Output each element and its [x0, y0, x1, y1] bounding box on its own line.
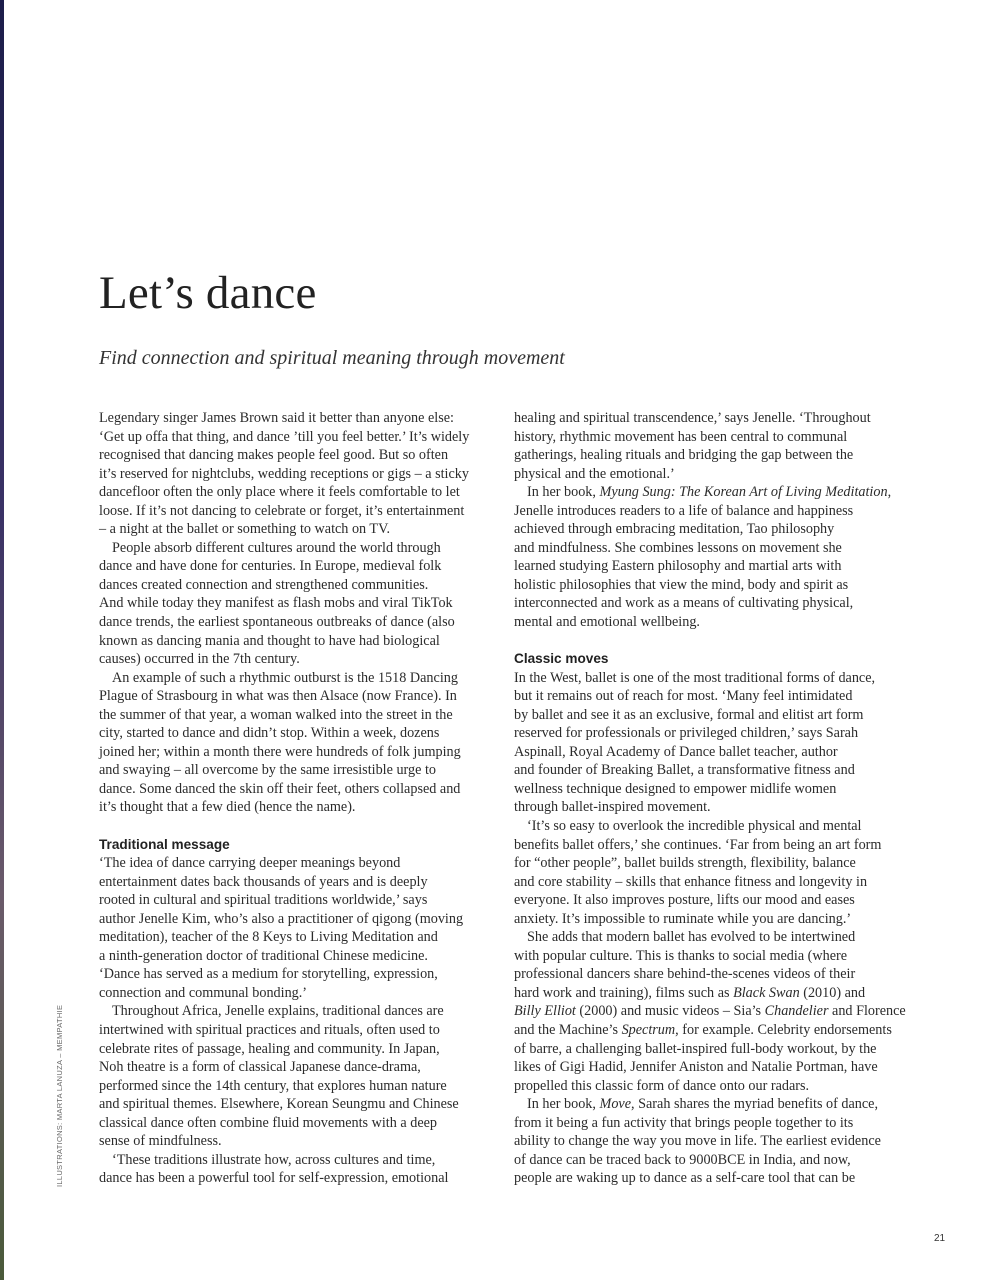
- paragraph: [99, 539, 499, 669]
- paragraph: [99, 1151, 499, 1188]
- text-line: of barre, a challenging ballet-inspired full-body workout, by the: [514, 1040, 877, 1057]
- text-line: intertwined with spiritual practices and rituals, often used to: [99, 1022, 440, 1038]
- text-line: and mindfulness. She combines lessons on movement she: [514, 539, 842, 556]
- text-line: and core stability – skills that enhance fitness and longevity in: [514, 873, 868, 890]
- paragraph: [514, 928, 914, 1095]
- text-line: classical dance often combine fluid movements with a deep: [99, 1114, 438, 1131]
- text-line: celebrate rites of passage, healing and community. In Japan,: [99, 1040, 440, 1057]
- text-line: recognised that dancing makes people feel good. But so often: [99, 447, 449, 464]
- text-line: dance has been a powerful tool for self-expression, emotional: [99, 1170, 449, 1187]
- text-line: She adds that modern ballet has evolved to be intertwined: [527, 929, 856, 946]
- text-line: through ballet-inspired movement.: [514, 799, 711, 816]
- text-line: by ballet and see it as an exclusive, formal and elitist art form: [514, 706, 864, 723]
- paragraph: [514, 409, 914, 483]
- text-line: gatherings, healing rituals and bridging the gap between the: [514, 447, 854, 464]
- text-line: entertainment dates back thousands of years and is deeply: [99, 873, 428, 890]
- paragraph: [514, 669, 914, 817]
- text-line: hard work and training), films such as Black Swan (2010) and: [514, 984, 866, 1001]
- section-heading: Classic moves: [514, 651, 609, 667]
- text-line: Billy Elliot (2000) and music videos – Sia’s Chandelier and Florence: [514, 1003, 906, 1020]
- text-line: In her book, Move, Sarah shares the myriad benefits of dance,: [527, 1096, 879, 1113]
- text-line: loose. If it’s not dancing to celebrate or forget, it’s entertainment: [99, 502, 465, 519]
- text-line: reserved for professionals or privileged children,’ says Sarah: [514, 725, 859, 742]
- text-line: it’s thought that a few died (hence the name).: [99, 799, 356, 816]
- page-number: 21: [934, 1233, 946, 1244]
- text-line: dance and have done for centuries. In Europe, medieval folk: [99, 558, 442, 575]
- text-line: ‘Get up offa that thing, and dance ’till you feel better.’ It’s widely: [99, 428, 470, 445]
- text-line: for “other people”, ballet builds strength, flexibility, balance: [514, 855, 856, 872]
- text-line: In the West, ballet is one of the most traditional forms of dance,: [514, 669, 876, 686]
- text-line: and swaying – all overcome by the same irresistible urge to: [99, 762, 436, 779]
- article-subtitle: Find connection and spiritual meaning through movement: [99, 347, 565, 369]
- text-line: Legendary singer James Brown said it better than anyone else:: [99, 410, 454, 426]
- text-line: city, started to dance and didn’t stop. Within a week, dozens: [99, 725, 440, 742]
- text-line: learned studying Eastern philosophy and martial arts with: [514, 558, 842, 575]
- illustration-credit: ILLUSTRATIONS: MARTA LANUZA – MEMPATHIE: [55, 1004, 64, 1187]
- text-line: connection and communal bonding.’: [99, 984, 308, 1001]
- text-line: people are waking up to dance as a self-care tool that can be: [514, 1170, 856, 1187]
- paragraph: [514, 1095, 914, 1188]
- text-line: causes) occurred in the 7th century.: [99, 651, 300, 668]
- paragraph: [99, 1002, 499, 1150]
- text-line: An example of such a rhythmic outburst is the 1518 Dancing: [112, 669, 458, 686]
- text-line: from it being a fun activity that brings people together to its: [514, 1114, 854, 1131]
- text-line: dance. Some danced the skin off their feet, others collapsed and: [99, 780, 461, 797]
- section-heading: Traditional message: [99, 836, 230, 852]
- text-line: ‘The idea of dance carrying deeper meanings beyond: [99, 855, 401, 872]
- text-line: propelled this classic form of dance onto our radars.: [514, 1077, 810, 1094]
- text-line: In her book, Myung Sung: The Korean Art of Living Meditation,: [527, 484, 892, 501]
- text-line: known as dancing mania and thought to have had biological: [99, 632, 440, 649]
- text-line: and founder of Breaking Ballet, a transformative fitness and: [514, 762, 855, 779]
- text-line: People absorb different cultures around the world through: [112, 539, 441, 556]
- text-line: Plague of Strasbourg in what was then Alsace (now France). In: [99, 688, 457, 705]
- body-column-left: [99, 409, 499, 1188]
- paragraph: [99, 669, 499, 817]
- text-line: rooted in cultural and spiritual traditions worldwide,’ says: [99, 892, 428, 909]
- text-line: it’s reserved for nightclubs, wedding receptions or gigs – a sticky: [99, 465, 469, 482]
- paragraph: [99, 409, 499, 539]
- paragraph: [514, 483, 914, 631]
- text-line: achieved through embracing meditation, Tao philosophy: [514, 521, 835, 538]
- body-column-right: [514, 409, 914, 1188]
- text-line: ‘It’s so easy to overlook the incredible physical and mental: [527, 817, 862, 834]
- paragraph: [514, 817, 914, 928]
- text-line: of dance can be traced back to 9000BCE in India, and now,: [514, 1151, 851, 1168]
- text-line: healing and spiritual transcendence,’ says Jenelle. ‘Throughout: [514, 410, 871, 426]
- text-line: Throughout Africa, Jenelle explains, traditional dances are: [112, 1003, 444, 1020]
- text-line: and spiritual themes. Elsewhere, Korean Seungmu and Chinese: [99, 1096, 459, 1113]
- text-line: dance trends, the earliest spontaneous outbreaks of dance (also: [99, 614, 455, 631]
- text-line: the summer of that year, a woman walked into the street in the: [99, 706, 453, 723]
- text-line: dancefloor often the only place where it feels comfortable to let: [99, 484, 460, 501]
- text-line: professional dancers share behind-the-scenes videos of their: [514, 966, 856, 983]
- text-line: anxiety. It’s impossible to ruminate while you are dancing.’: [514, 910, 852, 927]
- text-line: Aspinall, Royal Academy of Dance ballet teacher, author: [514, 743, 838, 760]
- text-line: everyone. It also improves posture, lifts our mood and eases: [514, 892, 855, 909]
- text-line: joined her; within a month there were hundreds of folk jumping: [99, 743, 461, 760]
- text-line: sense of mindfulness.: [99, 1133, 222, 1150]
- text-line: history, rhythmic movement has been central to communal: [514, 428, 848, 445]
- photo-edge-strip: [0, 0, 4, 1280]
- text-line: a ninth-generation doctor of traditional Chinese medicine.: [99, 947, 428, 964]
- text-line: And while today they manifest as flash mobs and viral TikTok: [99, 595, 453, 612]
- text-line: holistic philosophies that view the mind, body and spirit as: [514, 576, 849, 593]
- text-line: physical and the emotional.’: [514, 465, 675, 482]
- text-line: likes of Gigi Hadid, Jennifer Aniston and Natalie Portman, have: [514, 1059, 878, 1076]
- text-line: interconnected and work as a means of cultivating physical,: [514, 595, 854, 612]
- text-line: meditation), teacher of the 8 Keys to Living Meditation and: [99, 929, 438, 946]
- text-line: ‘These traditions illustrate how, across cultures and time,: [112, 1151, 436, 1168]
- article-title: Let’s dance: [99, 267, 317, 319]
- text-line: and the Machine’s Spectrum, for example. Celebrity endorsements: [514, 1022, 892, 1038]
- text-line: Jenelle introduces readers to a life of balance and happiness: [514, 502, 854, 519]
- text-line: but it remains out of reach for most. ‘Many feel intimidated: [514, 688, 853, 705]
- text-line: with popular culture. This is thanks to social media (where: [514, 947, 848, 964]
- text-line: – a night at the ballet or something to watch on TV.: [99, 521, 391, 538]
- text-line: ability to change the way you move in life. The earliest evidence: [514, 1133, 881, 1150]
- text-line: Noh theatre is a form of classical Japanese dance-drama,: [99, 1059, 421, 1076]
- text-line: benefits ballet offers,’ she continues. ‘Far from being an art form: [514, 836, 882, 853]
- text-line: ‘Dance has served as a medium for storytelling, expression,: [99, 966, 438, 983]
- text-line: author Jenelle Kim, who’s also a practitioner of qigong (moving: [99, 910, 464, 927]
- text-line: dances created connection and strengthened communities.: [99, 576, 429, 593]
- text-line: wellness technique designed to empower midlife women: [514, 780, 837, 797]
- text-line: performed since the 14th century, that explores human nature: [99, 1077, 447, 1094]
- text-line: mental and emotional wellbeing.: [514, 614, 700, 631]
- paragraph: [99, 854, 499, 1002]
